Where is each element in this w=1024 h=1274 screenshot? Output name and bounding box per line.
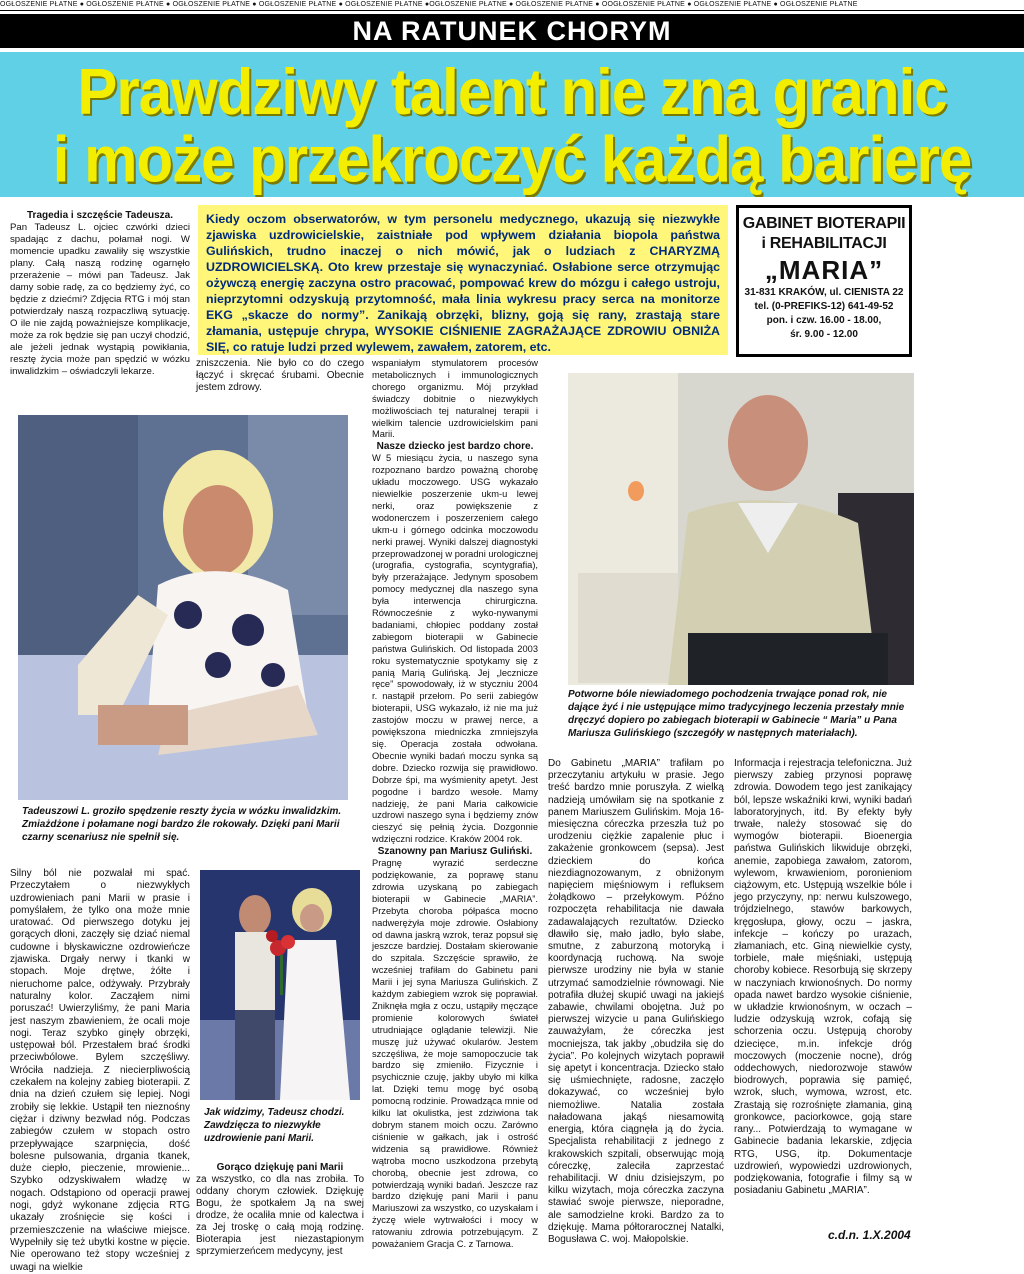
headline-block — [0, 52, 1024, 197]
column-2-bottom — [196, 1162, 364, 1258]
photo-woman-on-bed — [18, 415, 348, 800]
headline-line-1: Prawdziwy talent nie zna granic — [77, 55, 947, 128]
photo-man-sitting — [568, 373, 914, 685]
col3-para-3: Pragnę wyrazić serdeczne podziękowanie, za poprawę stanu zdrowia uzyskaną po zabiegach bioterapii w Gabinecie „MARIA”. Przebyta choroba półpaśca mocno nadwerężyła moje zdrowie. Osłabiony od dawna jaskrą wzrok, teraz popsuł się jeszcze bardziej. Dostałam skierowanie do szpitala. Szczęście sprawiło, że wcześniej trafiłam do Gabinetu pani Marii i jej syna Mariusza Gulińskich. Z każdym zabiegiem wzrok się poprawiał. Zniknęła mgła z oczu, ustąpiły męczące promienie kolorowych świateł utrudniające oglądanie telewizji. Nie muszę już używać okularów. Jestem szczęśliwa, że moje samopoczucie tak bardzo się zmieniło. Fizycznie i psychicznie czuję, jakby ubyło mi kilka lat. Dzięki temu mogę być osobą pomocną rodzinie. Prowadząca mnie od kilku lat okulistka, jest zdziwiona tak dobrym stanem moich oczu. Zarówno ciśnienie w gałkach, jak i ostrość widzenia są prawidłowe. Również wątroba mocno uszkodzona przebytą chorobą, obecnie jest zdrowa, co potwierdzają wyniki badań. Jeszcze raz bardzo dziękuję pani Marii i panu Mariuszowi za wszystko, co uzyskałam i życzę wiele wytrwałości i mocy w ratowaniu zdrowia potrzebującym. Z poważaniem Gracja C. z Tarnowa. — [372, 858, 538, 1250]
clinic-ad-box — [736, 205, 912, 357]
subheading-goraco-dziekuje: Gorąco dziękuję pani Marii — [216, 1162, 344, 1173]
column-5: Informacja i rejestracja telefoniczna. Już pierwszy zabieg przynosi poprawę zdrowia. Dowodem tego jest zanikający ból, lepsze wskaźniki krwi, wyniki badań laboratoryjnych, itd. By efekty były trwałe, należy stosować się do wymogów bioterapii. Bioenergia państwa Gulińskich likwiduje obrzęki, anemie, zapobiega zawałom, zatorom, wylewom, krwawieniom, poronieniom ciążowym, etc. Ustępują wszelkie bóle i jego przyczyny, np: nerwu kulszowego, trójdzielnego, stawów barkowych, kręgosłupa, głowy, oczu – jaskra, infekcje – kończy po urazach, złamaniach, etc. Giną niewielkie cysty, torbiele, małe mięśniaki, ustępują choroby kobiece. Resorbują się skrzepy w naczyniach krwionośnych. Do normy opada nawet bardzo wysokie ciśnienie, w układzie krwionośnym, w oczach – ludzie odzyskują wzrok, cofają się schorzenia oczu. Ustępują choroby dziecięce, m.in. infekcje dróg moczowych (moczenie nocne), dróg oddechowych, niedorozwoje stawów biodrowych, poprawia się pamięć, wzrok, słuch, wymowa, wzrost, etc. Zrastają się rozrośnięte złamania, giną gronkowce, paciorkowce, goją stare rany... Potwierdzają to wymagane w Gabinecie badania lekarskie, zdjęcia RTG, USG, itp. Dokumentacje uzdrowień, wypowiedzi uzdrowionych, podziękowania, fotografie i filmy są w posiadaniu Gabinetu „MARIA”. — [734, 758, 912, 1197]
article-text: Pan Tadeusz L. ojciec czwórki dzieci spadając z dachu, połamał nogi. W momencie upadku zawaliły się wszystkie plany. Całą naszą rodzinę ogarnęło przerażenie – mówi pan Tadeusz. Jak damy sobie radę, za co będziemy żyć, co będzie z dziećmi? Zdjęcia RTG i mój stan potwierdzały naszą rozpaczliwą sytuację. O ile nie zajdą poważniejsze komplikacje, może za rok będzie się pan uczył chodzić, ale jeżeli jednak wystąpią powikłania, resztę życia może pan spędzić w wózku inwalidzkim – oświadczyli lekarze. — [10, 222, 190, 377]
ad-hours-1: pon. i czw. 16.00 - 18.00, — [766, 315, 882, 326]
signoff: c.d.n. 1.X.2004 — [828, 1228, 911, 1242]
column-3 — [372, 358, 538, 1251]
lead-box: Kiedy oczom obserwatorów, w tym personelu medycznego, ukazują się niezwykłe zjawiska uzdrowicielskie, zaistniałe pod wpływem działania biopola państwa Gulińskich, trudno inaczej o nich mówić, jak o ludziach z CHARYZMĄ UZDROWICIELSKĄ. Oto krew przestaje się wynaczyniać. Osłabione serce otrzymując ożywczą energię zaczyna ostro pracować, pompować krew do mózgu i całego ustroju, nieprzytomni odzyskują przytomność, mała linia wykresu pracy serca na monitorze EKG „skacze do normy”. Zanikają obrzęki, blizny, goją się rany, zrastają stare złamania, ustępuje chrypa, WYSOKIE CIŚNIENIE ZAGRAŻAJĄCE ZDROWIU OBNIŻA SIĘ, co ratuje ludzi przed wylewem, zawałem, zatorem, etc. — [198, 205, 728, 355]
ad-address: 31-831 KRAKÓW, ul. CIENISTA 22 — [744, 287, 904, 298]
col3-para-2: W 5 miesiącu życia, u naszego syna rozpoznano bardzo poważną chorobę układu moczowego. USG wykazało niewielkie poszerzenie ukm-u lewej nerki, oraz powiększenie z wodonerczem i poszerzeniem całego ukm-u i górnego odcinka moczowodu nerki prawej. Wyniki dalszej diagnostyki przeprowadzonej w poradni urologicznej (urografia, cystografia, scyntygrafia), były przerażające. Jedynym sposobem pomocy medycznej dla naszego syna była interwencja chirurgiczna. Równocześnie z wyko-nywanymi badaniami, chłopiec poddany został zabiegom bioterapii w Gabinecie państwa Gulińskich. Od listopada 2003 roku systematycznie spotykamy się z panią Marią Gulińską. Jej „lecznicze ręce” spowodowały, iż w styczniu 2004 r. nastąpił przełom. Po serii zabiegów bioterapii, USG wykazało, iż nie ma już zastojów moczu w prawej nerce, a powiększona miedniczka zmniejszyła się. Operacja została odwołana. Obecnie wyniki badań moczu synka są dobre. Dziecko rozwija się prawidłowo. Dobrze śpi, ma wyśmienity apetyt. Jest pogodne i bardzo wesołe. Mamy nadzieję, że pani Maria całkowicie uzdrowi naszego syna i będziemy znów cieszyć się pełnią życia. Dozgonnie wdzięczni rodzice. Kraków 2004 rok. — [372, 453, 538, 845]
headline-line-2: i może przekroczyć każdą barierę — [52, 123, 972, 196]
photo-couple-flowers — [200, 870, 360, 1100]
caption-left-photo: Tadeuszowi L. groziło spędzenie reszty życia w wózku inwalidzkim. Zmiażdżone i połamane nogi bardzo źle rokowały. Dzięki pani Marii czarny scenariusz nie spełnił się. — [22, 806, 342, 843]
ad-hours-2: śr. 9.00 - 12.00 — [790, 329, 858, 340]
caption-mid-photo: Jak widzimy, Tadeusz chodzi. Zawdzięcza to niezwykłe uzdrowienie pani Marii. — [204, 1107, 345, 1144]
photo-man-illustration — [568, 373, 914, 685]
ad-phone: tel. (0-PREFIKS-12) 641-49-52 — [754, 301, 894, 312]
column-2-top: zniszczenia. Nie było co do czego łączyć i skręcać śrubami. Obecnie jestem zdrowy. — [196, 358, 364, 393]
ad-line-2: i REHABILITACJI — [761, 235, 887, 252]
section-title: NA RATUNEK CHORYM — [0, 14, 1024, 48]
col3-para-1: wspaniałym stymulatorem procesów metabolicznych i immunologicznych chorego organizmu. Mój przykład świadczy dobitnie o niezwykłych możliwościach tej naturalnej terapii i wielkim talencie uzdrowicielskim pani Marii. — [372, 358, 538, 440]
column-1-story: Silny ból nie pozwalał mi spać. Przeczytałem o niezwykłych uzdrowieniach pani Marii w prasie i pomyślałem, że tylko ona może mnie uratować. Od pierwszego dotyku jej gorących dłoni, zaczęły się dziać niemal cudowne i błyskawiczne ozdrowieńcze zjawiska. Drgały nerwy i tkanki w stopach. Moje drętwe, żółte i nieruchome palce, odżywały. Przybrały naturalny kolor. Zacząłem nimi poruszać! Uwierzyliśmy, że pani Maria jest naszym zbawieniem, że ocali moje nogi. Teraz szybko ginęły obrzęki, ustępował ból. Przestałem brać środki przeciwbólowe. Bylem szczęśliwy. Wróciła nadzieja. Z niecierpliwością czekałem na kolejny zabieg bioterapii. Z dnia na dzień czułem się lepiej. Nogi zrobiły się lekkie. Ustąpił ten nieznośny ciężar i dziwny bezwład nóg. Podczas zabiegów czułem w stopach ostro przepływające szarpnięcia, dość bolesne pulsowania, drgania tkanek, duże ciepło, pieczenie, mrowienie... Szybko odzyskiwałem władzę w nogach. Odstąpiono od operacji prawej nogi, gdyż wykonane zdjęcia RTG ukazały zrośnięcie się kości i przemieszczenie na właściwe miejsce. Wypełniły się też ubytki kostne w pięcie. Nie operowano też stopy wcześniej z uwagi na wielkie — [10, 868, 190, 1273]
caption-right-photo: Potworne bóle niewiadomego pochodzenia trwające ponad rok, nie dające żyć i nie ustępujące mimo tradycyjnego leczenia przestały mnie dręczyć dopiero po zabiegach bioterapii w Gabinecie “ Maria” u Pana Mariusza Gulińskiego (szczegóły w następnych materiałach). — [568, 689, 905, 739]
ad-clinic-name: „MARIA” — [764, 255, 884, 285]
subheading-nasze-dziecko: Nasze dziecko jest bardzo chore. — [376, 441, 534, 453]
col2-bottom-text: za wszystko, co dla nas zrobiła. To oddany chorym człowiek. Dziękuję Bogu, że spotkałem Ją na swej drodze, że ocaliła mnie od kalectwa i za Jej troskę o całą moją rodzinę. Bioterapia jest niezastąpionym sprzymierzeńcem medycyny, jest — [196, 1174, 364, 1257]
ad-line-1: GABINET BIOTERAPII — [742, 215, 906, 232]
advertisement-strip: OGŁOSZENIE PŁATNE ● OGŁOSZENIE PŁATNE ● OGŁOSZENIE PŁATNE ● OGŁOSZENIE PŁATNE ● OGŁOSZENIE PŁATNE ●OGŁOSZENIE PŁATNE ● OGŁOSZENIE PŁATNE ● OOGŁOSZENIE PŁATNE ● OGŁOSZENIE PŁATNE ● OGŁOSZENIE PŁATNE — [0, 0, 1024, 11]
photo-woman-illustration — [18, 415, 348, 800]
subheading-tragedia: Tragedia i szczęście Tadeusza. — [27, 210, 173, 221]
column-4: Do Gabinetu „MARIA” trafiłam po przeczytaniu artykułu w prasie. Jego treść bardzo mnie poruszyła. Z wielką nadzieją umówiłam się na spotkanie z panem Mariuszem Gulińskim. Moja 16-miesięczna córeczka przeszła tuż po urodzeniu ciężkie zapalenie płuc i zakażenie gronkowcem (sepsa). Jest dzieckiem do końca niezdiagnozowanym, z obniżonym napięciem mięśniowym i refluksem żołądkowo – przełykowym. Późno rozpoczęta rehabilitacja nie dawała zadawalających rezultatów. Dziecko dławiło się, mało jadło, było słabe, smutne, z zaburzoną motoryką i koordynacją ruchową. Na swoje pierwsze urodziny nie była w stanie utrzymać samodzielnie równowagi. Nie potrafiła dłużej skupić uwagi na jakiejś zabawie, chwilami obojętna. Już po pierwszej wizycie u pana Gulińskiego zauważyłam, że córeczka jest mocniejsza, tak jakby „obudziła się do życia”. Po kolejnych wizytach poprawił się apetyt i koncentracja. Dziecko stało się uśmiechnięte, radosne, zaczęło dokazywać, co wcześniej było niemożliwe. Natalia została naładowana jakąś niesamowitą energią, która ciągnęła ją do życia. Specjalista rehabilitacji z jednego z krakowskich szpitali, obserwując moją córeczkę, zaleciła zaprzestać rehabilitacji. W dniu dzisiejszym, po kilku wizytach, moja córeczka zaczyna stawiać swoje pierwsze, nieporadne, ale samodzielne kroki. Bardzo za to dziękuję. Mama półtorarocznej Natalki, Bogusława C. woj. Małopolskie. — [548, 758, 724, 1245]
subheading-szanowny-pan: Szanowny pan Mariusz Guliński. — [377, 846, 533, 858]
photo-couple-illustration — [200, 870, 360, 1100]
column-1-intro — [10, 210, 190, 378]
